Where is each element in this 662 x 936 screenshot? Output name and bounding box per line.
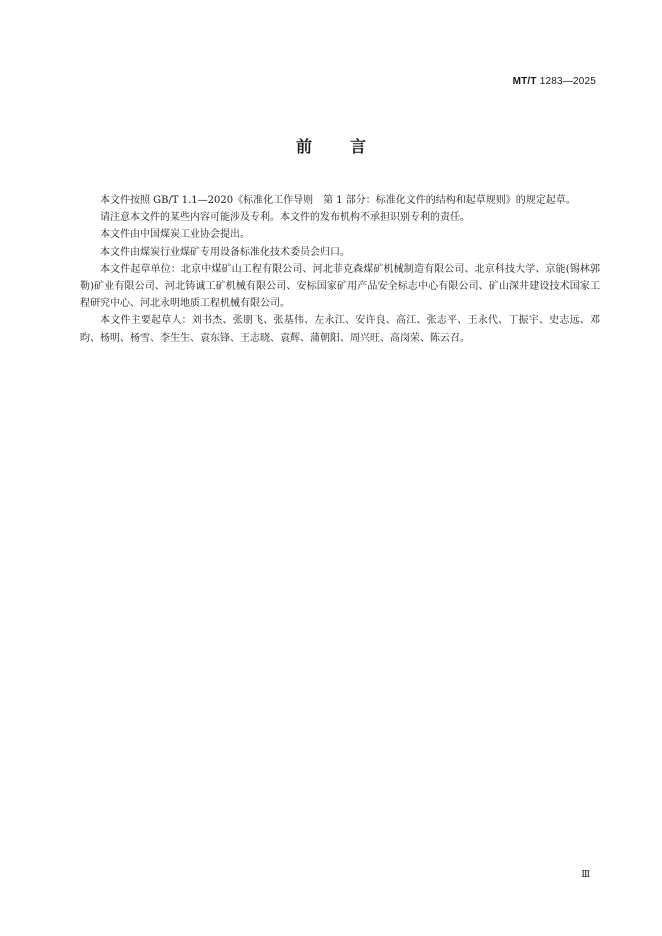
paragraph-main-drafters: 本文件主要起草人：刘书杰、张朋飞、张基伟、左永江、安许良、高江、张志平、王永代、丁振宇、史志远、邓昀、杨明、杨雪、李生生、袁东锋、王志晓、袁辉、蒲朝阳、周兴旺、高岗荣、陈云召。	[80, 315, 600, 344]
paragraph-drafting-units: 本文件起草单位：北京中煤矿山工程有限公司、河北菲克森煤矿机械制造有限公司、北京科技大学、京能(锡林郭勒)矿业有限公司、河北铸诚工矿机械有限公司、安标国家矿用产品安全标志中心有限公司、矿山深井建设技术国家工程研究中心、河北永明地质工程机械有限公司。	[80, 263, 600, 310]
standard-code-number: 1283—2025	[539, 76, 596, 87]
foreword-body	[80, 192, 600, 347]
paragraph-proposer: 本文件由中国煤炭工业协会提出。	[100, 229, 250, 241]
paragraph-technical-committee: 本文件由煤炭行业煤矿专用设备标准化技术委员会归口。	[100, 246, 350, 258]
page-number: Ⅲ	[581, 870, 590, 880]
page-title: 前言	[295, 137, 404, 156]
paragraph-patent-notice: 请注意本文件的某些内容可能涉及专利。本文件的发布机构不承担识别专利的责任。	[100, 212, 470, 224]
standard-code-prefix: MT/T	[512, 76, 537, 87]
paragraph-drafting-basis: 本文件按照 GB/T 1.1—2020《标准化工作导则 第 1 部分：标准化文件的结构和起草规则》的规定起草。	[100, 195, 576, 206]
standard-code	[513, 76, 596, 87]
